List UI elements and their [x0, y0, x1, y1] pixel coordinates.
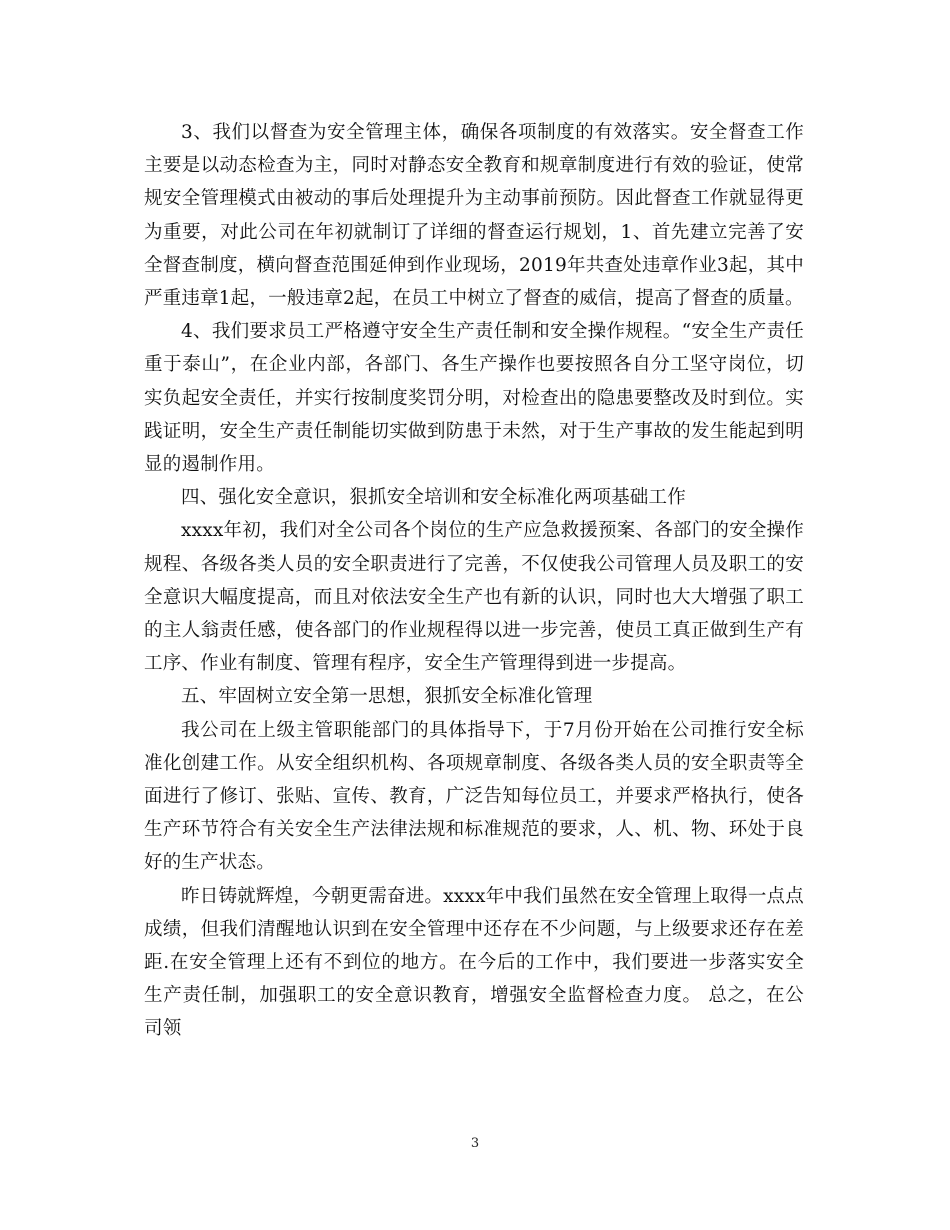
section-heading-five: 五、牢固树立安全第一思想，狠抓安全标准化管理: [181, 686, 593, 708]
section-heading-four: 四、强化安全意识，狠抓安全培训和安全标准化两项基础工作: [181, 487, 686, 509]
paragraph-training: xxxx年初，我们对全公司各个岗位的生产应急救援预案、各部门的安全操作规程、各级各类人员的安全职责进行了完善，不仅使我公司管理人员及职工的安全意识大幅度提高，而且对依法安全生产也有新的认识，同时也大大增强了职工的主人翁责任感，使各部门的作业规程得以进一步完善，使员工真正做到生产有工序、作业有制度、管理有程序，安全生产管理得到进一步提高。: [144, 520, 804, 675]
paragraph-conclusion: 昨日铸就辉煌，今朝更需奋进。xxxx年中我们虽然在安全管理上取得一点点成绩，但我们清醒地认识到在安全管理中还存在不少问题，与上级要求还存在差距.在安全管理上还有不到位的地方。在今后的工作中，我们要进一步落实安全生产责任制，加强职工的安全意识教育，增强安全监督检查力度。 总之，在公司领: [144, 885, 804, 1040]
page-number: 3: [470, 1136, 480, 1151]
paragraph-supervision: 3、我们以督查为安全管理主体，确保各项制度的有效落实。安全督查工作主要是以动态检查为主，同时对静态安全教育和规章制度进行有效的验证，使常规安全管理模式由被动的事后处理提升为主动事前预防。因此督查工作就显得更为重要，对此公司在年初就制订了详细的督查运行规划，1、首先建立完善了安全督查制度，横向督查范围延伸到作业现场，2019年共查处违章作业3起，其中严重违章1起，一般违章2起，在员工中树立了督查的威信，提高了督查的质量。: [144, 122, 804, 310]
document-body: [144, 116, 804, 1046]
paragraph-responsibility: 4、我们要求员工严格遵守安全生产责任制和安全操作规程。“安全生产责任重于泰山”，在企业内部，各部门、各生产操作也要按照各自分工坚守岗位，切实负起安全责任，并实行按制度奖罚分明，对检查出的隐患要整改及时到位。实践证明，安全生产责任制能切实做到防患于未然，对于生产事故的发生能起到明显的遏制作用。: [144, 321, 804, 476]
paragraph-standardization: 我公司在上级主管职能部门的具体指导下，于7月份开始在公司推行安全标准化创建工作。从安全组织机构、各项规章制度、各级各类人员的安全职责等全面进行了修订、张贴、宣传、教育，广泛告知每位员工，并要求严格执行，使各生产环节符合有关安全生产法律法规和标准规范的要求，人、机、物、环处于良好的生产状态。: [144, 719, 804, 874]
